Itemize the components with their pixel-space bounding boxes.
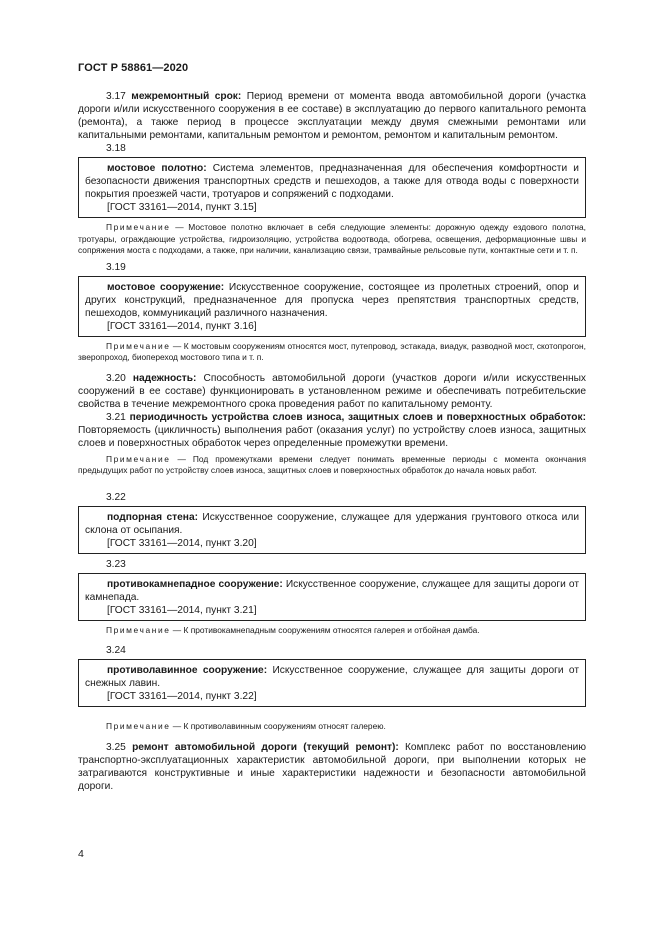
source-reference: [ГОСТ 33161—2014, пункт 3.15] xyxy=(107,202,257,213)
term: подпорная стена: xyxy=(107,511,199,523)
definition: Искусственное сооружение, служащее для защиты дороги от камнепада. xyxy=(85,578,579,603)
note-label: Примечание xyxy=(106,721,171,731)
note-label: Примечание xyxy=(106,340,171,351)
note: Примечание — К противолавинным сооружениям относят галерею. xyxy=(106,721,386,731)
source-reference: [ГОСТ 33161—2014, пункт 3.16] xyxy=(107,320,257,332)
document-body xyxy=(78,90,586,793)
clause-3-21 xyxy=(78,411,586,450)
definition: Повторяемость (цикличность) выполнения работ (оказания услуг) по устройству слоев износа, защитных слоев и поверхностных обработок через определенные промежутки времени. xyxy=(78,424,586,449)
note-text: К мостовым сооружениям относятся мост, путепровод, эстакада, виадук, разводной мост, скотопрогон, зверопроход, биопереход мостового типа и т. п. xyxy=(78,340,586,362)
note-label: Примечание xyxy=(106,222,171,232)
clause-number-3-22: 3.22 xyxy=(106,491,126,503)
source-reference: [ГОСТ 33161—2014, пункт 3.21] xyxy=(107,604,257,616)
term: периодичность устройства слоев износа, защитных слоев и поверхностных обработок: xyxy=(129,411,586,423)
clause-3-22-box xyxy=(78,506,586,554)
note: Примечание — Мостовое полотно включает в себя следующие элементы: дорожную одежду ездового полотна, тротуары, ограждающие устройства, гидроизоляцию, устройства водоотвода, обогрева, освещения, деформационные швы и сопряжения моста с подходами, а также, при наличии, канализацию связи, трамвайные рельсовые пути, контактные сети и т. п. xyxy=(78,222,586,255)
note-text: Мостовое полотно включает в себя следующие элементы: дорожную одежду ездового полотна, тротуары, ограждающие устройства, гидроизоляцию, устройства водоотвода, обогрева, освещения, деформационные швы и сопряжения моста с подходами, а также, при наличии, канализацию связи, трамвайные рельсовые пути, контактные сети и т. п. xyxy=(78,222,586,255)
clause-3-17 xyxy=(78,90,586,142)
clause-3-20 xyxy=(78,372,586,411)
clause-3-18-box xyxy=(78,157,586,218)
page-number: 4 xyxy=(78,848,84,860)
clause-3-23-box xyxy=(78,573,586,621)
clause-3-25 xyxy=(78,741,586,793)
source-reference: [ГОСТ 33161—2014, пункт 3.22] xyxy=(107,691,257,702)
note-label: Примечание xyxy=(106,453,171,464)
term: противолавинное сооружение: xyxy=(107,665,268,676)
note: Примечание — Под промежутками времени следует понимать временные периоды с момента окончания предыдущих работ по устройству слоев износа, защитных слоев и поверхностных обработок до начала новых работ. xyxy=(78,453,586,475)
clause-3-24-box xyxy=(78,659,586,707)
definition: Система элементов, предназначенная для обеспечения комфортности и безопасности движения транспортных средств и пешеходов, а также для отвода воды с поверхности покрытия проезжей части, тротуаров и сопряжений с подходами. xyxy=(85,163,579,200)
definition: Искусственное сооружение, служащее для защиты дороги от снежных лавин. xyxy=(85,665,579,689)
term: мостовое сооружение: xyxy=(107,281,225,293)
page-header: ГОСТ Р 58861—2020 xyxy=(78,62,189,74)
term: противокамнепадное сооружение: xyxy=(107,578,283,590)
term: мостовое полотно: xyxy=(107,163,207,174)
term: межремонтный срок: xyxy=(131,91,242,102)
clause-number: 3.25 xyxy=(106,741,126,753)
term: надежность: xyxy=(132,372,197,384)
clause-number: 3.20 xyxy=(106,372,126,384)
definition: Искусственное сооружение, состоящее из пролетных строений, опор и других конструкций, предназначенное для пропуска через препятствия транспортных средств, пешеходов, коммуникаций различного назначения. xyxy=(85,281,579,319)
definition: Период времени от момента ввода автомобильной дороги (участка дороги и/или искусственного сооружения в ее составе) в эксплуатацию до первого капитального ремонта (ремонта), а также период в процессе эксплуатации между двумя смежными ремонтами или капитальными ремонтами, капитальным ремонтом и ремонтом, ремонтом и капитальным ремонтом. xyxy=(78,91,586,141)
clause-number-3-18: 3.18 xyxy=(106,143,126,154)
note: Примечание — К противокамнепадным сооружениям относятся галерея и отбойная дамба. xyxy=(106,624,480,635)
clause-number-3-23: 3.23 xyxy=(106,558,126,570)
clause-number: 3.21 xyxy=(106,411,126,423)
clause-number-3-24: 3.24 xyxy=(106,645,126,656)
note: Примечание — К мостовым сооружениям относятся мост, путепровод, эстакада, виадук, разводной мост, скотопрогон, зверопроход, биопереход мостового типа и т. п. xyxy=(78,340,586,362)
definition: Способность автомобильной дороги (участков дороги и/или искусственных сооружений в ее составе) функционировать в установленном режиме и обеспечивать потребительские свойства в течение межремонтного срока проведения работ по капитальному ремонту. xyxy=(78,372,586,410)
note-label: Примечание xyxy=(106,624,171,635)
note-text: К противолавинным сооружениям относят галерею. xyxy=(183,721,386,731)
definition: Комплекс работ по восстановлению транспортно-эксплуатационных характеристик автомобильной дороги, при выполнении которых не затрагиваются конструктивные и иные характеристики надежности и безопасности автомобильной дороги. xyxy=(78,741,586,792)
clause-number-3-19: 3.19 xyxy=(106,261,126,273)
clause-number: 3.17 xyxy=(106,91,126,102)
term: ремонт автомобильной дороги (текущий ремонт): xyxy=(132,741,399,753)
note-text: Под промежутками времени следует понимать временные периоды с момента окончания предыдущих работ по устройству слоев износа, защитных слоев и поверхностных обработок до начала новых работ. xyxy=(78,453,586,475)
source-reference: [ГОСТ 33161—2014, пункт 3.20] xyxy=(107,537,257,549)
clause-3-19-box xyxy=(78,276,586,337)
definition: Искусственное сооружение, служащее для удержания грунтового откоса или склона от осыпания. xyxy=(85,511,580,536)
note-text: К противокамнепадным сооружениям относятся галерея и отбойная дамба. xyxy=(183,624,480,635)
